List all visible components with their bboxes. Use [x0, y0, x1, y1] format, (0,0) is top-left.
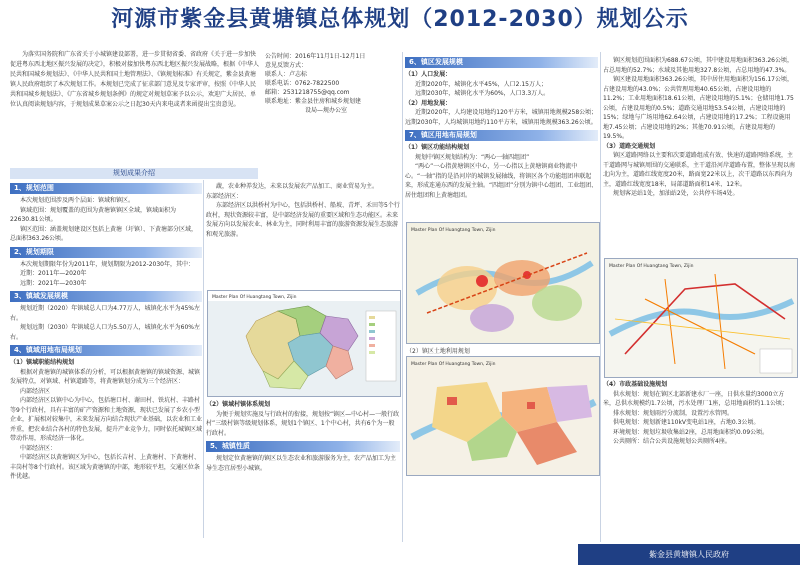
layout-text-1: 根据对黄塘镇的城镇体系的分析，可以根据黄塘镇的镇域资源、城镇发展特点，对镇域、村镇道路等，将黄塘镇划分成为三个经济区： [10, 368, 201, 385]
term-text-2: 近期：2011年—2020年 [20, 270, 87, 277]
section-title-term: 2、规划期限 [10, 247, 202, 258]
col2-text-3: 东部经济区以洪桥村为中心，包括洪桥村、船坡、青坪、禾田等5个行政村，现状资源较丰富，是中部经济发展的重要区域和生态功能区。未来发展方向以发展农业、林业为主，同时利用丰富的旅游资源发展生态旅游和观光旅游。 [206, 202, 400, 238]
land-subtitle: （2）用地发展： [405, 99, 452, 107]
results-banner: 规划成果介绍 [10, 168, 258, 179]
town-map-3 [406, 356, 600, 476]
town-map-1 [207, 290, 401, 397]
section-title-layout: 4、镇域用地布局规划 [10, 345, 202, 356]
layout-subtitle: （1）镇域职能结构规划 [10, 359, 75, 366]
struct-text-1: 规划中镇区规划结构为：“两心一轴四组团” [415, 153, 530, 161]
notice-contact: 联系人：卢志标 [265, 71, 308, 78]
range-text-1: 本次规划范围涉及两个层面：镇域和镇区。 [20, 197, 135, 204]
infra-subtitle: （4）市政基础设施规划 [603, 381, 668, 388]
town-map-4 [604, 258, 798, 378]
map1-title: Master Plan Of Huangtang Town, Zijin [212, 295, 297, 300]
scale-text-2: 规划远期（2030）年镇域总人口为5.50万人，城镇化水平为60%左右。 [10, 324, 200, 341]
layout-text-5: 中部经济区以黄塘镇区为中心，包括长吉村、上黄塘村、下黄塘村、丰岗村等8个行政村。该区域为黄塘镇的中部，地形较平坦，交通区位条件优越。 [10, 454, 201, 480]
layout-text-4: 中部经济区： [20, 444, 57, 452]
column-4 [603, 56, 796, 199]
term-text-1: 本次规划期限年份为2011年，规划期限为2012-2030年，其中： [20, 260, 194, 268]
section-title-town-layout: 7、镇区用地布局规划 [405, 130, 598, 141]
map2-title: Master Plan Of Huangtang Town, Zijin [411, 228, 496, 233]
col4-text-2: 镇区建设用地面积363.26公顷，其中居住用地面积为156.17公顷，占建设用地的43.0%；公共管理用地40.65公顷，占建设用地的11.2%；工业用地面积18.61公顷，占建设用地的5.1%；仓储用地1.75公顷，占建设用地的0.5%；道路交通用地53.54公顷，占建设用地的15%；绿地与广场用地62.64公顷，占建设用地的17.2%；工程设施用地7.45公顷；占建设用地的2%；其他70.91公顷，占建设用地的19.5%。 [603, 76, 794, 140]
village-subtitle: （2）镇域村镇体系规划 [206, 401, 271, 408]
section-title-scale: 3、镇域发展规模 [10, 291, 202, 302]
layout-text-3: 内部经济区以镇中心为中心，包括塘口村、谢田村、铁坑村、丰路村等9个行政村，具有丰富的矿产资源和土地资源，现状已发展了乡农小型企业，扩展相对较集中，未来发展方向结合现状产业基础，以农业和工业并重，把农业结合各村的特色发展，提升产业竞争力，同时依托城镇区域带动作用，形成经济一体化。 [10, 397, 203, 442]
struct-text-2: “两心”一心指黄塘镇区中心，另一心指以上黄塘镇商业物流中心。“一轴”指的是沿河岸的城镇发展轴线，将镇区各个功能组团串联起来，形成连通东西的发展主轴。“四组团”分别为镇中心组团、工业组团、居住组团和上黄塘组团。 [405, 163, 598, 199]
infra-text-5: 公共厕所：结合公共设施规划公共厕所4座。 [613, 438, 731, 445]
range-text-2: 镇域范围：规划覆盖的范围为黄塘镇镇区全域，镇域面积为22630.81公顷。 [10, 206, 177, 223]
notice-address: 联系地址：紫金县住房和城乡规划建 [265, 98, 362, 105]
notice-feedback: 意见反馈方式： [265, 62, 308, 69]
map3-title: Master Plan Of Huangtang Town, Zijin [411, 362, 496, 367]
column-1 [10, 180, 202, 482]
section-title-town-scale: 6、镇区发展规模 [405, 57, 598, 68]
map4-title: Master Plan Of Huangtang Town, Zijin [609, 264, 694, 269]
col2-text-2: 东部经济区： [206, 192, 243, 200]
infra-text-3: 供电规划：规划新建110kV变电站1座，占地0.3公顷。 [613, 419, 760, 426]
nature-text: 规划定位黄塘镇的镇区以生态农业和旅游服务为主，农产品加工为主导生态宜居型小城镇。 [206, 455, 397, 472]
struct-subtitle: （1）镇区功能结构规划 [405, 144, 470, 151]
infra-text-1: 供水规划：规划在镇区北部新建水厂一座，日供水量约3000立方米，总供水规模约1.7公顷，污水处理厂1座，总用地面积约1.1公顷； [603, 390, 788, 407]
range-text-3: 镇区范围：涵盖规划建设区包括上黄塘（圩镇）、下黄塘部分区域，总面积363.26公顷。 [10, 225, 198, 242]
section-title-nature: 5、城镇性质 [206, 441, 400, 452]
infra-text-2: 排水规划：规划雨污分流制，设置污水管网。 [613, 409, 734, 417]
landuse-caption: （2）镇区土地利用规划 [406, 348, 470, 355]
notice-phone: 联系电话：0762-7822500 [265, 80, 340, 87]
infra-text-4: 环境规划：规划垃圾收集站2座，总用地面积约0.09公顷。 [613, 428, 769, 436]
road-subtitle: （3）道路交通规划 [603, 142, 656, 150]
column-4-lower [603, 380, 796, 447]
pop-text-2: 远期2030年，城镇化水平为60%，人口3.3万人。 [415, 90, 550, 97]
term-text-3: 远期：2021年—2030年 [20, 279, 87, 287]
land-text: 近期2020年，人均建设用地约120平方米，城镇用地规模258公顷；远期2030年，人均城镇用地约110平方米，城镇用地规模363.26公顷。 [405, 109, 598, 126]
scale-text-1: 规划近期（2020）年镇域总人口为4.77万人，城镇化水平为45%左右。 [10, 305, 200, 322]
notice-email[interactable]: 邮箱：2531218755@qq.com [265, 89, 350, 96]
footer-government: 紫金县黄塘镇人民政府 [578, 544, 800, 565]
intro-paragraph: 为落实国务院和广东省关于小城镇建设部署，进一步贯彻省委、省政府《关于进一步加快促进粤东西北地区振兴发展的决定》，积极对接加快粤东西北地区振兴发展战略，根据《中华人民共和国城乡规划法》、《中华人民共和国土地管理法》、《镇规划标准》有关规定，紫金县黄塘镇人民政府组织了本次规划工作。本规划已完成了征求部门意见及专家评审，按照《中华人民共和国城乡规划法》、《广东省城乡规划条例》的规定对规划草案予以公示，欢迎广大居民、单位认真阅读规划内容，于规划成果草案公示之日起30天内来电或者来函提出宝贵意见。 [10, 51, 260, 108]
pop-text-1: 近期2020年，城镇化水平45%，人口2.15万人； [415, 80, 547, 88]
village-text: 为便于规划实施及与行政村的衔接，规划按“镇区—中心村—一般行政村”三级村镇等级规划体系，规划1个镇区、1个中心村，共有6个为一般行政村。 [206, 410, 400, 437]
col2-text-1: 蔬，农业种养发达，未来以发展农产品加工、商业贸易为主。 [216, 183, 379, 190]
layout-text-2: 内部经济区 [20, 387, 51, 395]
page-title: 河源市紫金县黄塘镇总体规划（2012-2030）规划公示 [111, 7, 689, 32]
section-title-range: 1、规划范围 [10, 183, 202, 194]
pop-subtitle: （1）人口发展： [405, 71, 452, 78]
notice-address-cont: 设局—规办公室 [305, 107, 348, 114]
col4-text-1: 镇区规划范围面积为688.67公顷，其中建设用地面积363.26公顷，占总用地的52.7%；水域及其他用地327.8公顷，占总用地的47.3%。 [603, 57, 793, 74]
notice-period: 公告时间：2016年11月1日-12月1日 [265, 53, 366, 60]
column-2 [206, 182, 400, 239]
column-3 [405, 54, 598, 200]
road-text-2: 规划客运站1处，加油站2处，公共停车场4处。 [613, 190, 739, 197]
column-2-lower [206, 400, 400, 473]
road-text-1: 镇区道路网络以主要和次要道路组成有效、快速的道路网络系统，主干道路网与城镇周围的交通联系，主干道沿河岸道路布置，整体呈现以南北向为主，道路红线宽度20米，路面宽22米以上，次干道路以东西向为主，道路红线宽度18米，局部道路面积14米、12米。 [603, 152, 796, 188]
notice-box [265, 52, 400, 152]
town-map-2 [406, 222, 600, 344]
